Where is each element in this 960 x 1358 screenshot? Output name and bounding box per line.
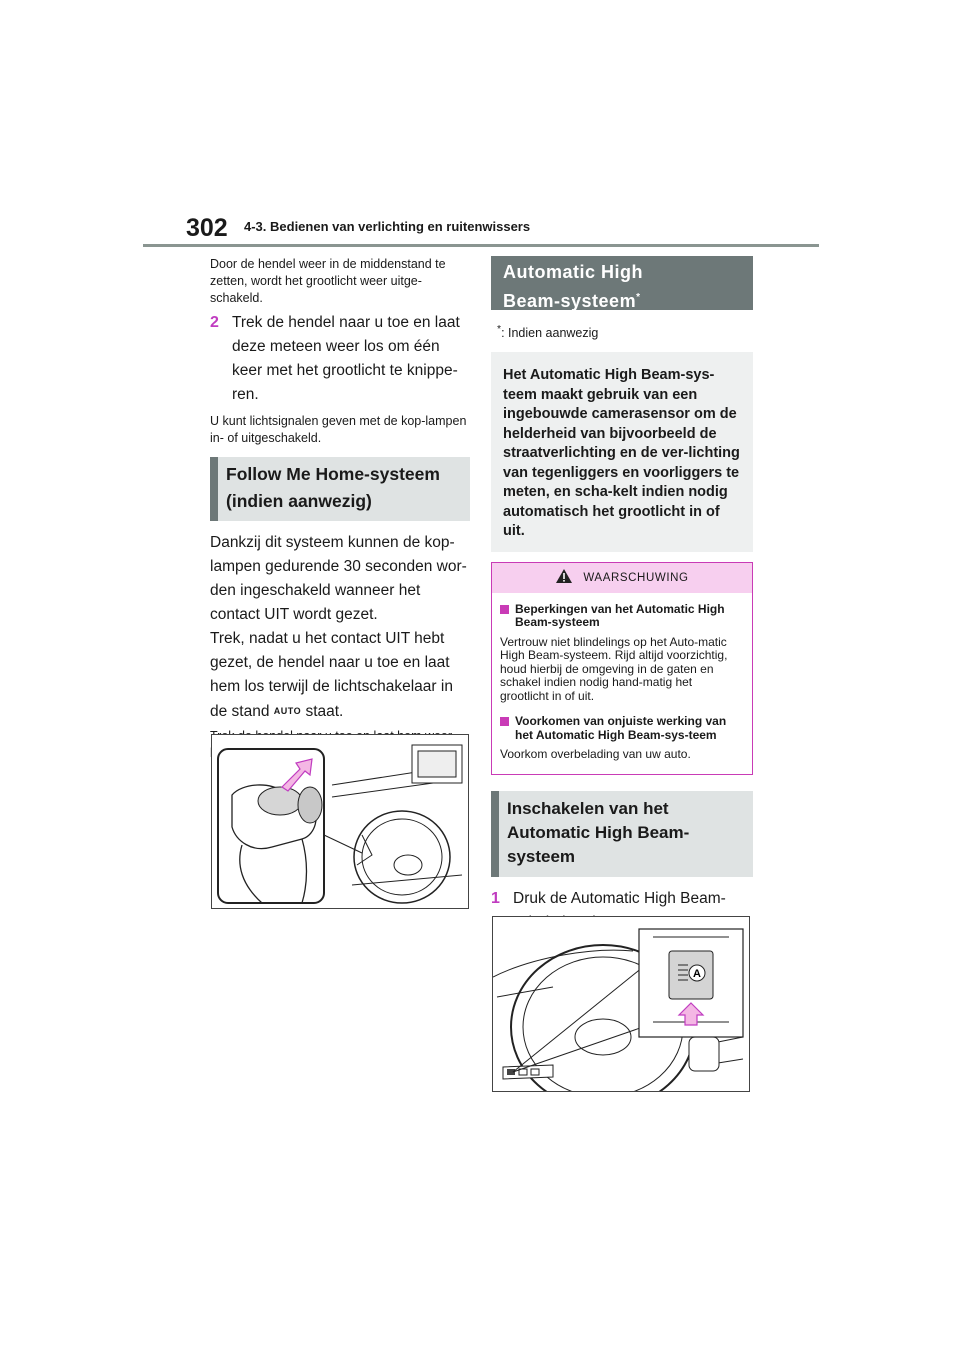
title-line-1: Automatic High: [503, 262, 643, 282]
follow-me-body-2-suffix: staat.: [305, 703, 344, 720]
footnote-mark: *: [497, 324, 502, 335]
bullet-square-icon: [500, 605, 509, 614]
follow-me-body-2-prefix: Trek, nadat u het contact UIT hebt gezet, de hendel naar u toe en laat hem los terwijl de lichtschakelaar in de stand: [210, 630, 453, 720]
warning-content: [492, 593, 752, 774]
warning-item-title: [500, 603, 744, 630]
step-text: Druk de Automatic High Beam-: [513, 889, 726, 907]
intro-text: Door de hendel weer in de middenstand te zetten, wordt het grootlicht weer uitge-schakeld.: [210, 257, 446, 305]
follow-me-heading: Follow Me Home-systeem (indien aanwezig): [210, 457, 470, 521]
step-2: [210, 311, 470, 407]
warning-item-2-title: Voorkomen van onjuiste werking van het Automatic High Beam-sys-teem: [515, 714, 727, 742]
step-number: 2: [210, 314, 219, 331]
warning-box: [491, 562, 753, 775]
section-header: 4-3. Bedienen van verlichting en ruitenwissers: [244, 219, 531, 234]
step-number: 1: [491, 889, 500, 907]
lever-illustration: [211, 734, 469, 909]
footnote-text: : Indien aanwezig: [501, 326, 599, 341]
warning-item-1-text: Vertrouw niet blindelings op het Auto-matic High Beam-systeem. Rijd altijd voorzichtig, houd hierbij de omgeving in de gaten en schakel indien nodig hand-matig het grootlicht in of uit.: [500, 634, 728, 703]
right-column: [491, 256, 753, 935]
switch-illustration: [492, 916, 750, 1092]
bullet-square-icon: [500, 717, 509, 726]
step-2-note: U kunt lichtsignalen geven met de kop-lampen in- of uitgeschakeld.: [210, 414, 467, 445]
step-text: Trek de hendel naar u toe en laat deze meteen weer los om één keer met het grootlicht te knippe-ren.: [232, 314, 460, 403]
header-rule: [143, 244, 819, 247]
lever-pull-drawing: [212, 735, 468, 908]
footnote: [497, 324, 753, 340]
page-number: 302: [186, 214, 228, 242]
warning-triangle-icon: [555, 568, 573, 587]
warning-item-title: [500, 715, 744, 742]
warning-item-1-title: Beperkingen van het Automatic High Beam-systeem: [515, 601, 725, 630]
warning-label: WAARSCHUWING: [583, 571, 689, 584]
automatic-high-beam-title: [491, 256, 753, 310]
warning-item-2-text: Voorkom overbelading van uw auto.: [500, 747, 691, 762]
summary-box: Het Automatic High Beam-sys-teem maakt gebruik van een ingebouwde camerasensor om de helderheid van bijvoorbeeld de straatverlichting en de ver-lichting van tegenliggers en voorliggers te meten, en scha-kelt indien nodig automatisch het grootlicht in of uit.: [491, 352, 753, 552]
follow-me-body-2: [210, 627, 470, 724]
switch-location-drawing: [493, 917, 749, 1091]
inschakelen-heading: Inschakelen van het Automatic High Beam-systeem: [491, 791, 753, 877]
title-line-2: [503, 285, 741, 314]
follow-me-body-1: Dankzij dit systeem kunnen de kop-lampen gedurende 30 seconden wor-den ingeschakeld wanneer het contact UIT wordt gezet.: [210, 534, 467, 623]
warning-header: [492, 563, 752, 593]
svg-text:A: A: [693, 968, 701, 980]
title-line-2-text: Beam-systeem: [503, 291, 637, 311]
left-column: [210, 256, 470, 762]
auto-switch-icon: AUTO: [273, 706, 302, 716]
title-mark: *: [636, 292, 641, 303]
